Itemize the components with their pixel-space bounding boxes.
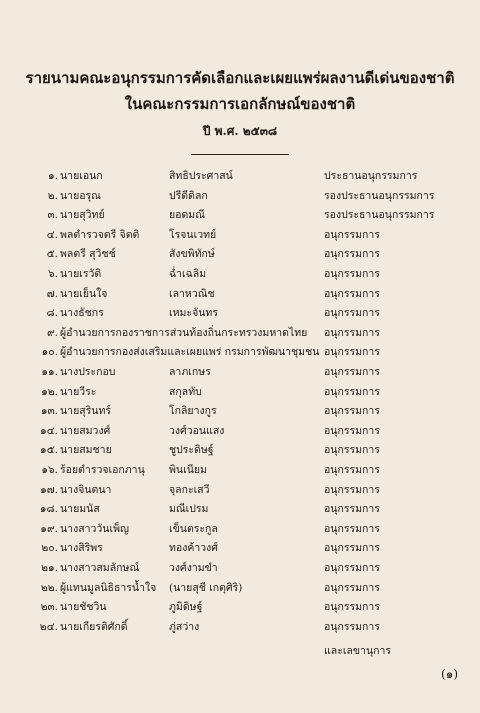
member-role: อนุกรรมการ <box>324 601 380 614</box>
member-number: ๔. <box>46 228 58 241</box>
member-surname: วงศ์งามขำ <box>169 562 218 574</box>
member-row <box>0 382 480 402</box>
member-role: อนุกรรมการ <box>324 581 380 594</box>
member-name: นายชัชวิน <box>60 601 107 614</box>
member-surname: โรจนเวทย์ <box>169 228 217 241</box>
member-number: ๑๓. <box>40 405 58 418</box>
member-role: อนุกรรมการ <box>324 542 380 555</box>
member-role: อนุกรรมการ <box>324 287 380 300</box>
member-surname: ยอดมณี <box>169 209 205 222</box>
member-number: ๒. <box>47 189 58 202</box>
member-name: นายเกียรติศักดิ์ <box>60 620 128 633</box>
member-name: นายเอนก <box>60 170 103 182</box>
member-row <box>0 578 480 598</box>
member-number: ๒๑. <box>41 562 58 574</box>
member-name: นายเรวัติ <box>60 268 102 280</box>
member-number: ๑๒. <box>41 385 58 398</box>
member-name: นายเย็นใจ <box>60 287 108 300</box>
member-role: อนุกรรมการ <box>324 562 380 574</box>
member-row <box>0 499 480 519</box>
secretary-note: และเลขานุการ <box>324 645 392 657</box>
member-surname: สิทธิประศาสน์ <box>169 170 233 182</box>
member-surname: ทองค้าวงศ์ <box>169 542 218 555</box>
member-name: นายวีระ <box>60 385 97 398</box>
member-surname: เหมะจันทร <box>169 307 218 320</box>
member-row <box>0 538 480 558</box>
member-row <box>0 362 480 382</box>
member-name: นายสุรินทร์ <box>60 405 112 418</box>
member-row <box>0 519 480 539</box>
member-name: พลตรี สุวิชช์ <box>60 248 116 261</box>
member-surname: ภู่สว่าง <box>169 620 200 633</box>
member-role: อนุกรรมการ <box>324 424 380 437</box>
member-row <box>0 205 480 225</box>
page-number: (๑) <box>441 667 458 681</box>
member-row <box>0 244 480 264</box>
member-row <box>0 225 480 245</box>
member-surname: วงศ์วอนแสง <box>169 424 225 437</box>
member-number: ๒๓. <box>40 601 58 614</box>
member-name: ร้อยตำรวจเอกภานุ <box>60 464 145 476</box>
member-role: ประธานอนุกรรมการ <box>324 170 418 182</box>
member-role: อนุกรรมการ <box>324 464 380 476</box>
member-name: นางธัชกร <box>60 307 104 320</box>
member-full-title: ผู้อำนวยการกองราชการส่วนท้องถิ่นกระทรวงมหาดไทย <box>60 326 308 339</box>
member-surname: ภูมิดิษฐ์ <box>169 601 203 614</box>
member-role: อนุกรรมการ <box>324 405 380 418</box>
member-role: อนุกรรมการ <box>324 522 380 535</box>
member-role: อนุกรรมการ <box>324 620 380 633</box>
member-name: นายสมชาย <box>60 444 112 457</box>
member-surname: ฉ่ำเฉลิม <box>169 268 207 280</box>
member-role: อนุกรรมการ <box>324 307 380 320</box>
member-number: ๘. <box>46 307 58 320</box>
member-row <box>0 440 480 460</box>
member-name: นายสุวิทย์ <box>60 209 105 222</box>
member-surname: พินเนียม <box>169 464 207 476</box>
member-role: อนุกรรมการ <box>324 385 380 398</box>
member-surname: ชูประดิษฐ์ <box>169 444 214 457</box>
member-name: นายอรุณ <box>60 189 101 202</box>
member-surname: ปรีดีดิลก <box>169 189 208 202</box>
member-role: อนุกรรมการ <box>324 444 380 457</box>
member-role: อนุกรรมการ <box>324 228 380 241</box>
member-row <box>0 558 480 578</box>
member-row <box>0 597 480 617</box>
member-row <box>0 480 480 500</box>
member-name: นางสาวสมลักษณ์ <box>60 562 140 574</box>
member-number: ๒๐. <box>41 542 58 555</box>
member-number: ๑๖. <box>41 464 58 476</box>
member-role: อนุกรรมการ <box>324 503 380 516</box>
member-surname: มณีเปรม <box>169 503 209 516</box>
member-number: ๒๔. <box>39 620 58 633</box>
member-row <box>0 284 480 304</box>
member-surname: สกุลทับ <box>169 385 202 398</box>
member-number: ๑๑. <box>41 366 58 378</box>
member-row <box>0 421 480 441</box>
member-number: ๑๕. <box>40 444 58 457</box>
member-role: อนุกรรมการ <box>324 326 380 339</box>
member-number: ๑๘. <box>39 503 58 516</box>
member-full-title: ผู้อำนวยการกองส่งเสริมและเผยแพร่ กรมการพัฒนาชุมชน <box>60 346 320 359</box>
member-surname: เข็นตระกูล <box>169 522 218 535</box>
member-name: นางสิริพร <box>60 542 103 555</box>
member-surname: สังขพิทักษ์ <box>169 248 215 261</box>
member-name: พลตำรวจตรี จิตติ <box>60 228 140 241</box>
member-surname: จุลกะเสวี <box>169 483 210 496</box>
member-row <box>0 617 480 637</box>
member-name: นางสาววันเพ็ญ <box>60 522 129 535</box>
member-row <box>0 401 480 421</box>
member-surname: ลาภเกษร <box>169 366 211 378</box>
member-number: ๑. <box>47 170 58 182</box>
member-role: อนุกรรมการ <box>324 248 380 261</box>
member-row <box>0 460 480 480</box>
title-divider <box>191 154 289 155</box>
member-surname: โกลิยางกูร <box>169 405 217 418</box>
member-role: อนุกรรมการ <box>324 366 380 378</box>
member-number: ๑๙. <box>40 522 58 535</box>
member-name: นางประกอบ <box>60 366 116 378</box>
member-row <box>0 303 480 323</box>
member-number: ๙. <box>46 326 58 339</box>
member-role: อนุกรรมการ <box>324 268 380 280</box>
member-number: ๑๗. <box>40 483 58 496</box>
member-number: ๑๔. <box>40 424 58 437</box>
member-number: ๗. <box>46 287 58 300</box>
member-surname: เลาหวณิช <box>169 287 215 300</box>
member-number: ๑๐. <box>41 346 58 359</box>
member-row <box>0 186 480 206</box>
document-title: รายนามคณะอนุกรรมการคัดเลือกและเผยแพร่ผลงานดีเด่นของชาติ <box>25 69 455 87</box>
member-name: ผู้แทนมูลนิธิธารน้ำใจ <box>60 581 157 594</box>
member-role: รองประธานอนุกรรมการ <box>324 209 435 222</box>
member-name: นายสมวงศ์ <box>60 424 111 437</box>
document-subtitle: ในคณะกรรมการเอกลักษณ์ของชาติ <box>124 95 356 113</box>
member-name: นางจินตนา <box>60 483 112 496</box>
member-number: ๒๒. <box>40 581 58 594</box>
year-line: ปี พ.ศ. ๒๕๓๘ <box>202 124 278 138</box>
member-role: อนุกรรมการ <box>324 346 380 359</box>
member-row <box>0 342 480 362</box>
member-number: ๖. <box>47 268 58 280</box>
member-row <box>0 323 480 343</box>
member-role: อนุกรรมการ <box>324 483 380 496</box>
member-number: ๕. <box>46 248 58 261</box>
member-row <box>0 166 480 186</box>
member-surname: (นายสุชี เกตุศิริ) <box>169 581 243 594</box>
member-name: นายมนัส <box>60 503 100 516</box>
member-number: ๓. <box>47 209 58 222</box>
member-role: รองประธานอนุกรรมการ <box>324 189 435 202</box>
member-row <box>0 264 480 284</box>
